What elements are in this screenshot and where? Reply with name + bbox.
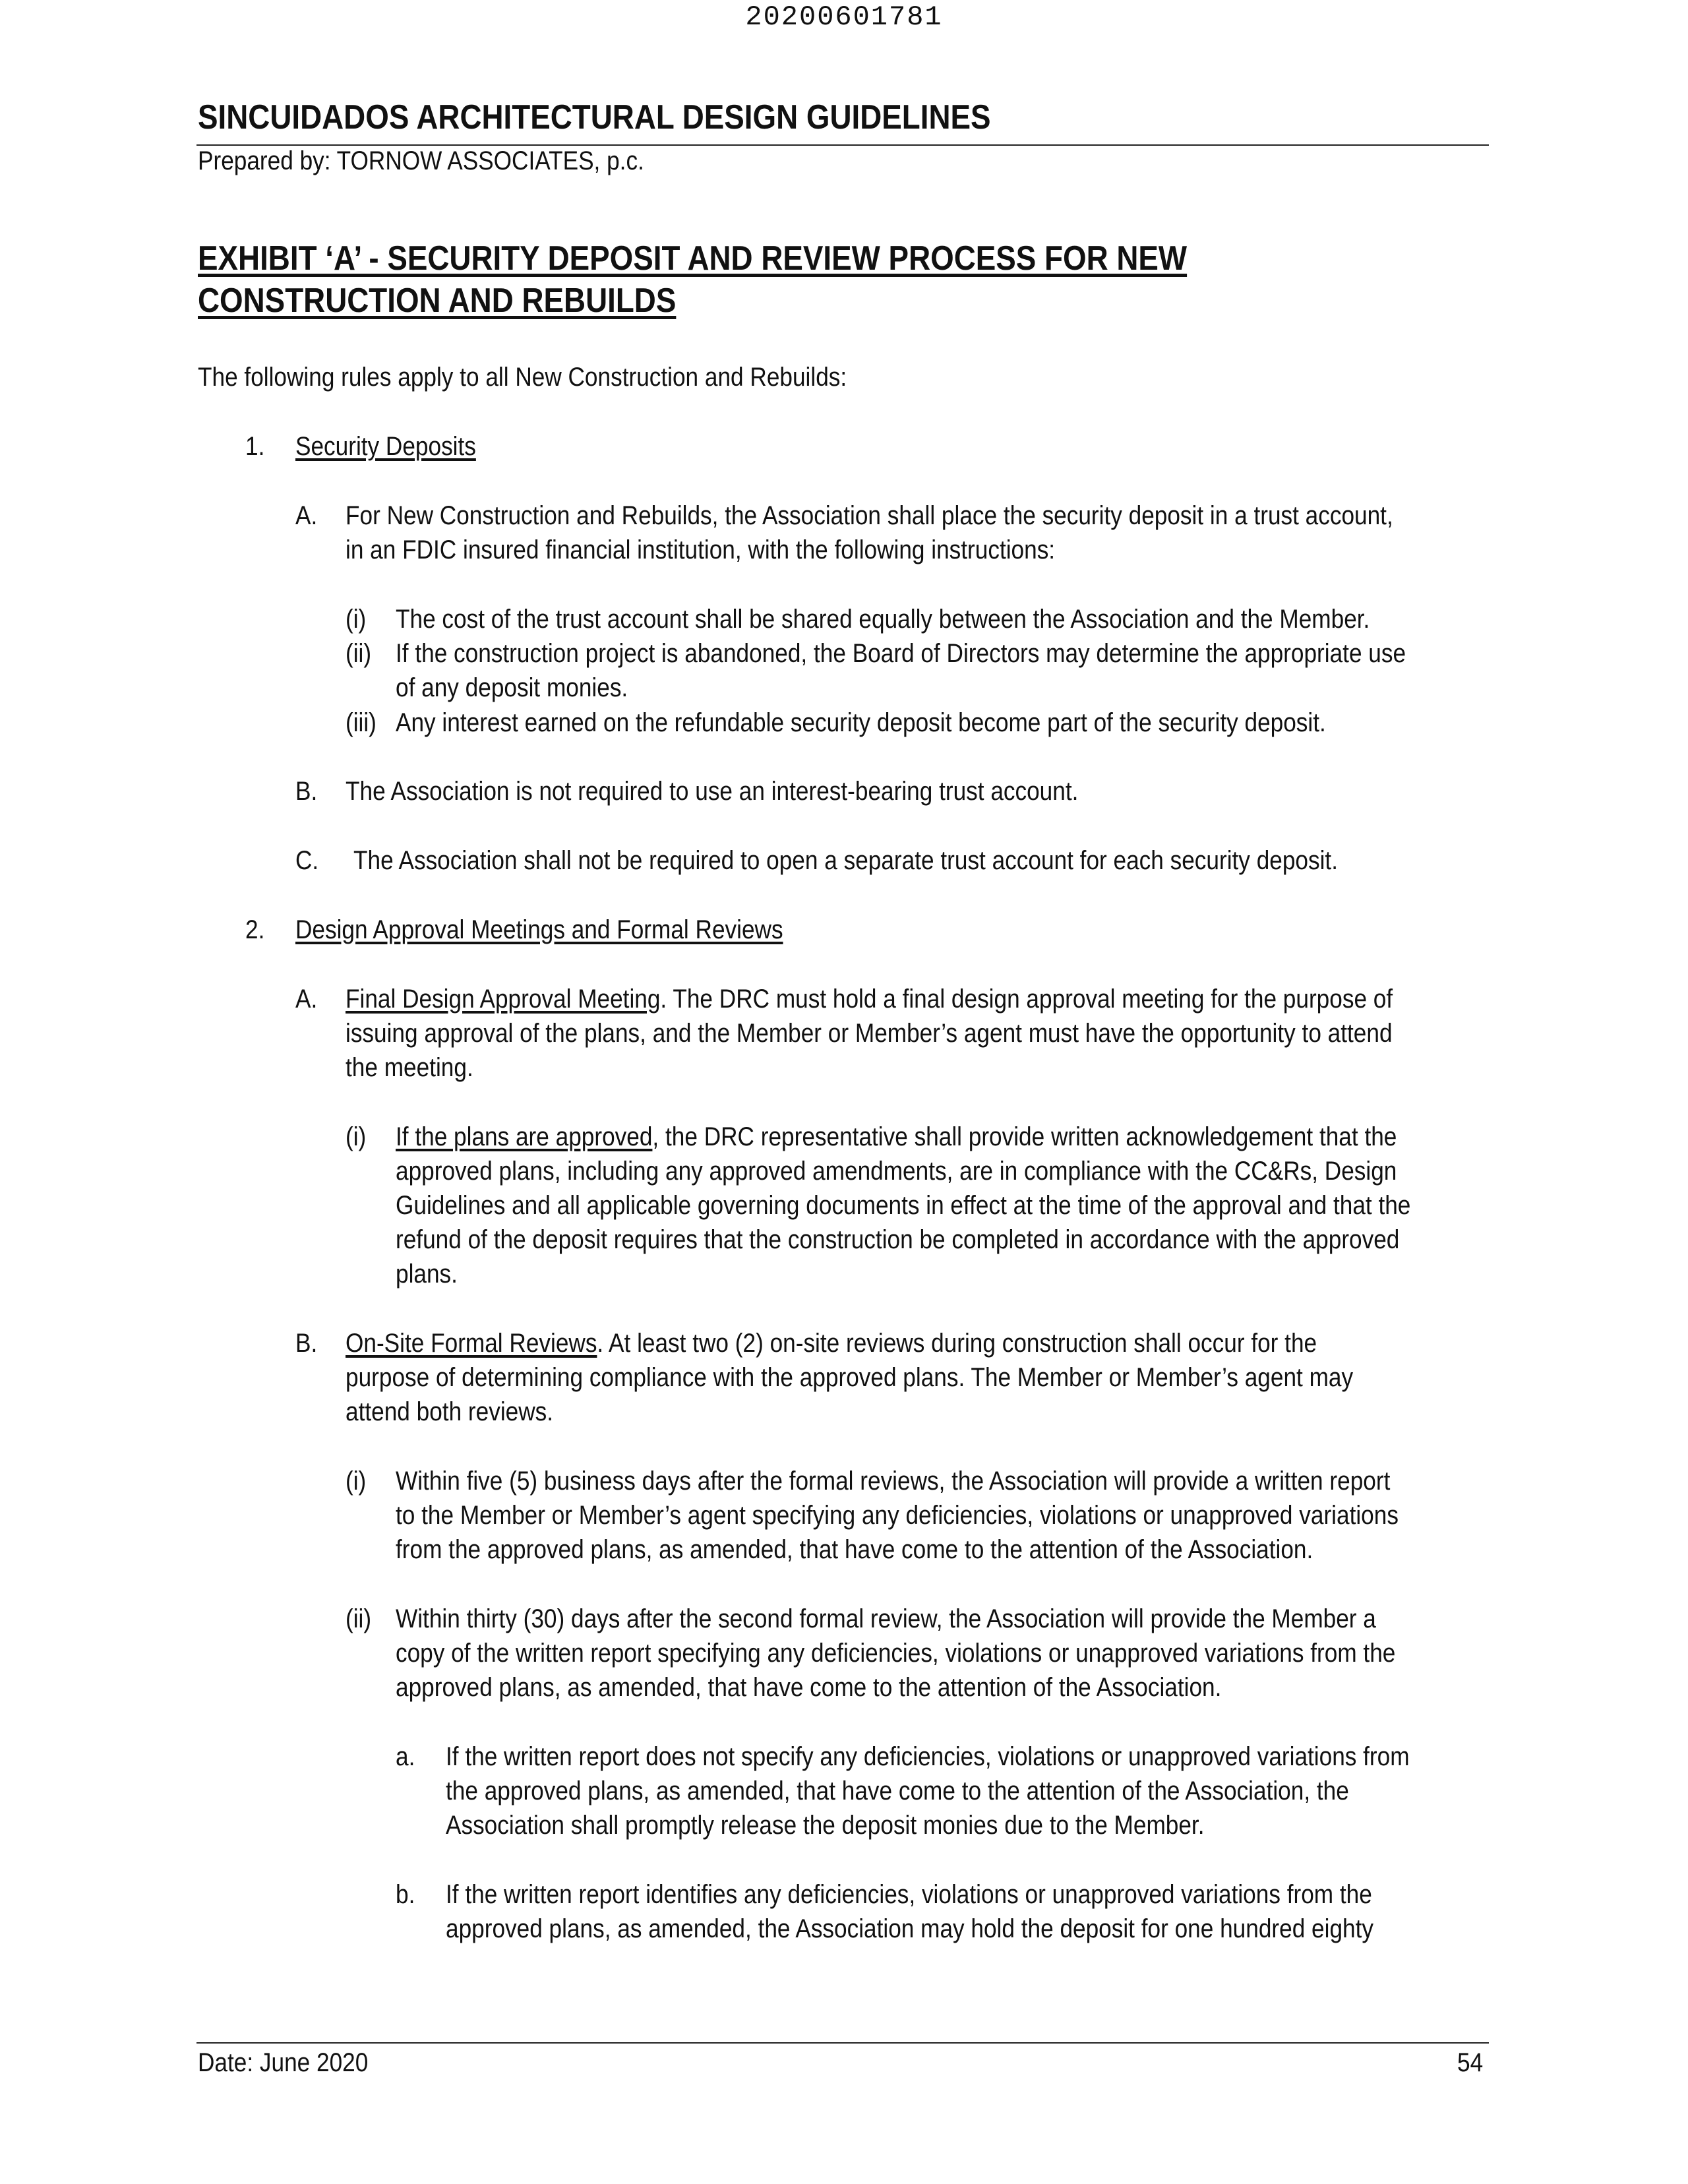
section-2-a-line1: [346, 982, 1393, 1016]
header-divider: [196, 144, 1489, 146]
section-1-a-line1: For New Construction and Rebuilds, the Association shall place the security deposit in a trust account,: [346, 501, 1393, 530]
section-1-a-iii-line1: Any interest earned on the refundable security deposit become part of the security deposit.: [396, 708, 1326, 737]
section-2-b-lead: On-Site Formal Reviews: [346, 1329, 597, 1358]
section-2-b-ii-line3: approved plans, as amended, that have come to the attention of the Association.: [396, 1673, 1222, 1702]
prepared-by: Prepared by: TORNOW ASSOCIATES, p.c.: [198, 146, 644, 175]
section-1-a-ii-line1: If the construction project is abandoned, the Board of Directors may determine the appropriate use: [396, 639, 1406, 668]
section-2-b-line2: purpose of determining compliance with the approved plans. The Member or Member’s agent may: [346, 1363, 1354, 1392]
section-2-b-ii-a-line2: the approved plans, as amended, that have come to the attention of the Association, the: [446, 1776, 1349, 1805]
section-2-a-lead: Final Design Approval Meeting: [346, 985, 661, 1014]
section-2-b-ii-b-label: b.: [396, 1880, 415, 1909]
section-2-b-ii-label: (ii): [346, 1604, 372, 1633]
section-2-a-line3: the meeting.: [346, 1053, 473, 1082]
section-1-a-iii-label: (iii): [346, 708, 377, 737]
section-2-b-ii-line1: Within thirty (30) days after the second formal review, the Association will provide the Member a: [396, 1604, 1376, 1633]
section-2-a-i-label: (i): [346, 1122, 367, 1151]
section-2-b-ii-a-line1: If the written report does not specify any deficiencies, violations or unapproved variations from: [446, 1742, 1410, 1771]
document-title: SINCUIDADOS ARCHITECTURAL DESIGN GUIDELINES: [198, 98, 991, 136]
section-1-a-i-label: (i): [346, 605, 367, 634]
section-1-b-label: B.: [295, 777, 318, 806]
section-2-b-i-line2: to the Member or Member’s agent specifying any deficiencies, violations or unapproved variations: [396, 1501, 1399, 1530]
section-2-a-line2: issuing approval of the plans, and the Member or Member’s agent must have the opportunity to attend: [346, 1019, 1393, 1048]
section-2-a-i-lead: If the plans are approved: [396, 1122, 653, 1151]
section-2-b-i-line1: Within five (5) business days after the formal reviews, the Association will provide a written report: [396, 1467, 1391, 1496]
exhibit-heading-line1: EXHIBIT ‘A’ - SECURITY DEPOSIT AND REVIEW PROCESS FOR NEW: [198, 239, 1188, 278]
section-1-a-i-line1: The cost of the trust account shall be shared equally between the Association and the Member.: [396, 605, 1370, 634]
section-2-b-ii-a-line3: Association shall promptly release the deposit monies due to the Member.: [446, 1811, 1205, 1840]
section-2-a-i-line1-rest: , the DRC representative shall provide written acknowledgement that the: [652, 1122, 1397, 1151]
section-1-a-ii-label: (ii): [346, 639, 372, 668]
section-1-a-ii-line2: of any deposit monies.: [396, 673, 628, 702]
section-1-a-label: A.: [295, 501, 318, 530]
section-2-heading: Design Approval Meetings and Formal Reviews: [295, 915, 783, 944]
section-2-b-ii-b-line1: If the written report identifies any deficiencies, violations or unapproved variations from the: [446, 1880, 1372, 1909]
section-1-b-line1: The Association is not required to use an interest-bearing trust account.: [346, 777, 1079, 806]
section-2-b-ii-b-line2: approved plans, as amended, the Association may hold the deposit for one hundred eighty: [446, 1914, 1373, 1943]
section-2-b-ii-line2: copy of the written report specifying any deficiencies, violations or unapproved variations from the: [396, 1639, 1396, 1668]
section-1-number: 1.: [245, 432, 265, 461]
section-2-b-line1-rest: . At least two (2) on-site reviews during construction shall occur for the: [597, 1329, 1317, 1358]
section-2-number: 2.: [245, 915, 265, 944]
section-2-b-i-label: (i): [346, 1467, 367, 1496]
page-number: 54: [1457, 2048, 1484, 2077]
section-2-a-i-line4: refund of the deposit requires that the construction be completed in accordance with the approved: [396, 1225, 1400, 1254]
section-2-a-i-line2: approved plans, including any approved amendments, are in compliance with the CC&Rs, Design: [396, 1157, 1397, 1186]
section-2-a-i-line5: plans.: [396, 1259, 458, 1289]
section-2-b-line3: attend both reviews.: [346, 1397, 554, 1426]
exhibit-heading-line2: CONSTRUCTION AND REBUILDS: [198, 282, 677, 320]
section-2-a-line1-rest: . The DRC must hold a final design approval meeting for the purpose of: [660, 985, 1393, 1014]
section-2-b-line1: [346, 1326, 1317, 1360]
section-1-a-line2: in an FDIC insured financial institution, with the following instructions:: [346, 535, 1056, 564]
section-2-b-ii-a-label: a.: [396, 1742, 415, 1771]
document-number: 20200601781: [745, 1, 943, 33]
footer-divider: [196, 2042, 1489, 2044]
section-1-heading: Security Deposits: [295, 432, 476, 461]
section-2-b-label: B.: [295, 1329, 318, 1358]
section-2-a-i-line1: [396, 1120, 1397, 1154]
section-2-b-i-line3: from the approved plans, as amended, that have come to the attention of the Association.: [396, 1535, 1313, 1564]
intro-text: The following rules apply to all New Construction and Rebuilds:: [198, 363, 847, 392]
section-1-c-label: C.: [295, 846, 319, 875]
section-1-c-line1: The Association shall not be required to open a separate trust account for each security deposit.: [353, 846, 1338, 875]
section-2-a-i-line3: Guidelines and all applicable governing documents in effect at the time of the approval and that the: [396, 1191, 1411, 1220]
footer-date: Date: June 2020: [198, 2048, 369, 2077]
section-2-a-label: A.: [295, 985, 318, 1014]
